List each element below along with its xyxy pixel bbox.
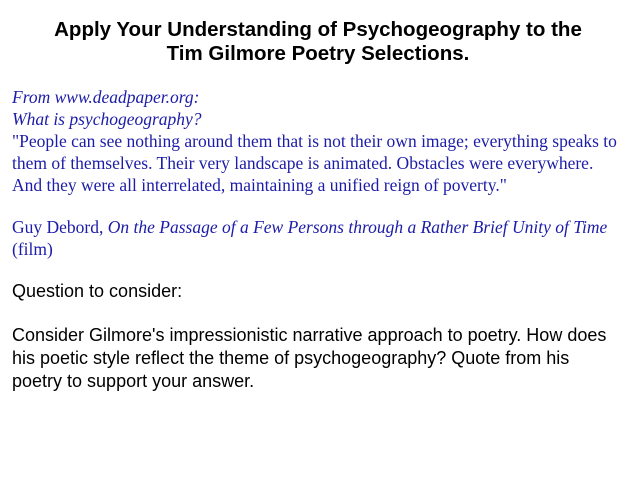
- attribution-author: Guy Debord,: [12, 217, 104, 237]
- source-quote-text: "People can see nothing around them that is not their own image; everything speaks to them of themselves. Their very landscape is animated. Obstacles were everywhere. And they were all interrelated, maintaining a unified reign of poverty.": [12, 131, 617, 195]
- slide-title-line-1: Apply Your Understanding of Psychogeography to the: [54, 18, 582, 41]
- slide-title: [12, 18, 624, 66]
- attribution-work-type: (film): [12, 239, 53, 259]
- attribution-work-title: On the Passage of a Few Persons through a Rather Brief Unity of Time: [107, 217, 608, 237]
- question-body: Consider Gilmore's impressionistic narrative approach to poetry. How does his poetic style reflect the theme of psychogeography? Quote from his poetry to support your answer.: [12, 325, 607, 391]
- source-quote-block: [12, 86, 624, 196]
- quote-attribution: [12, 216, 624, 260]
- slide-title-line-2: Tim Gilmore Poetry Selections.: [166, 42, 470, 65]
- source-label: From www.deadpaper.org:: [12, 87, 200, 107]
- question-heading: Question to consider:: [12, 281, 183, 301]
- source-question: What is psychogeography?: [12, 109, 202, 129]
